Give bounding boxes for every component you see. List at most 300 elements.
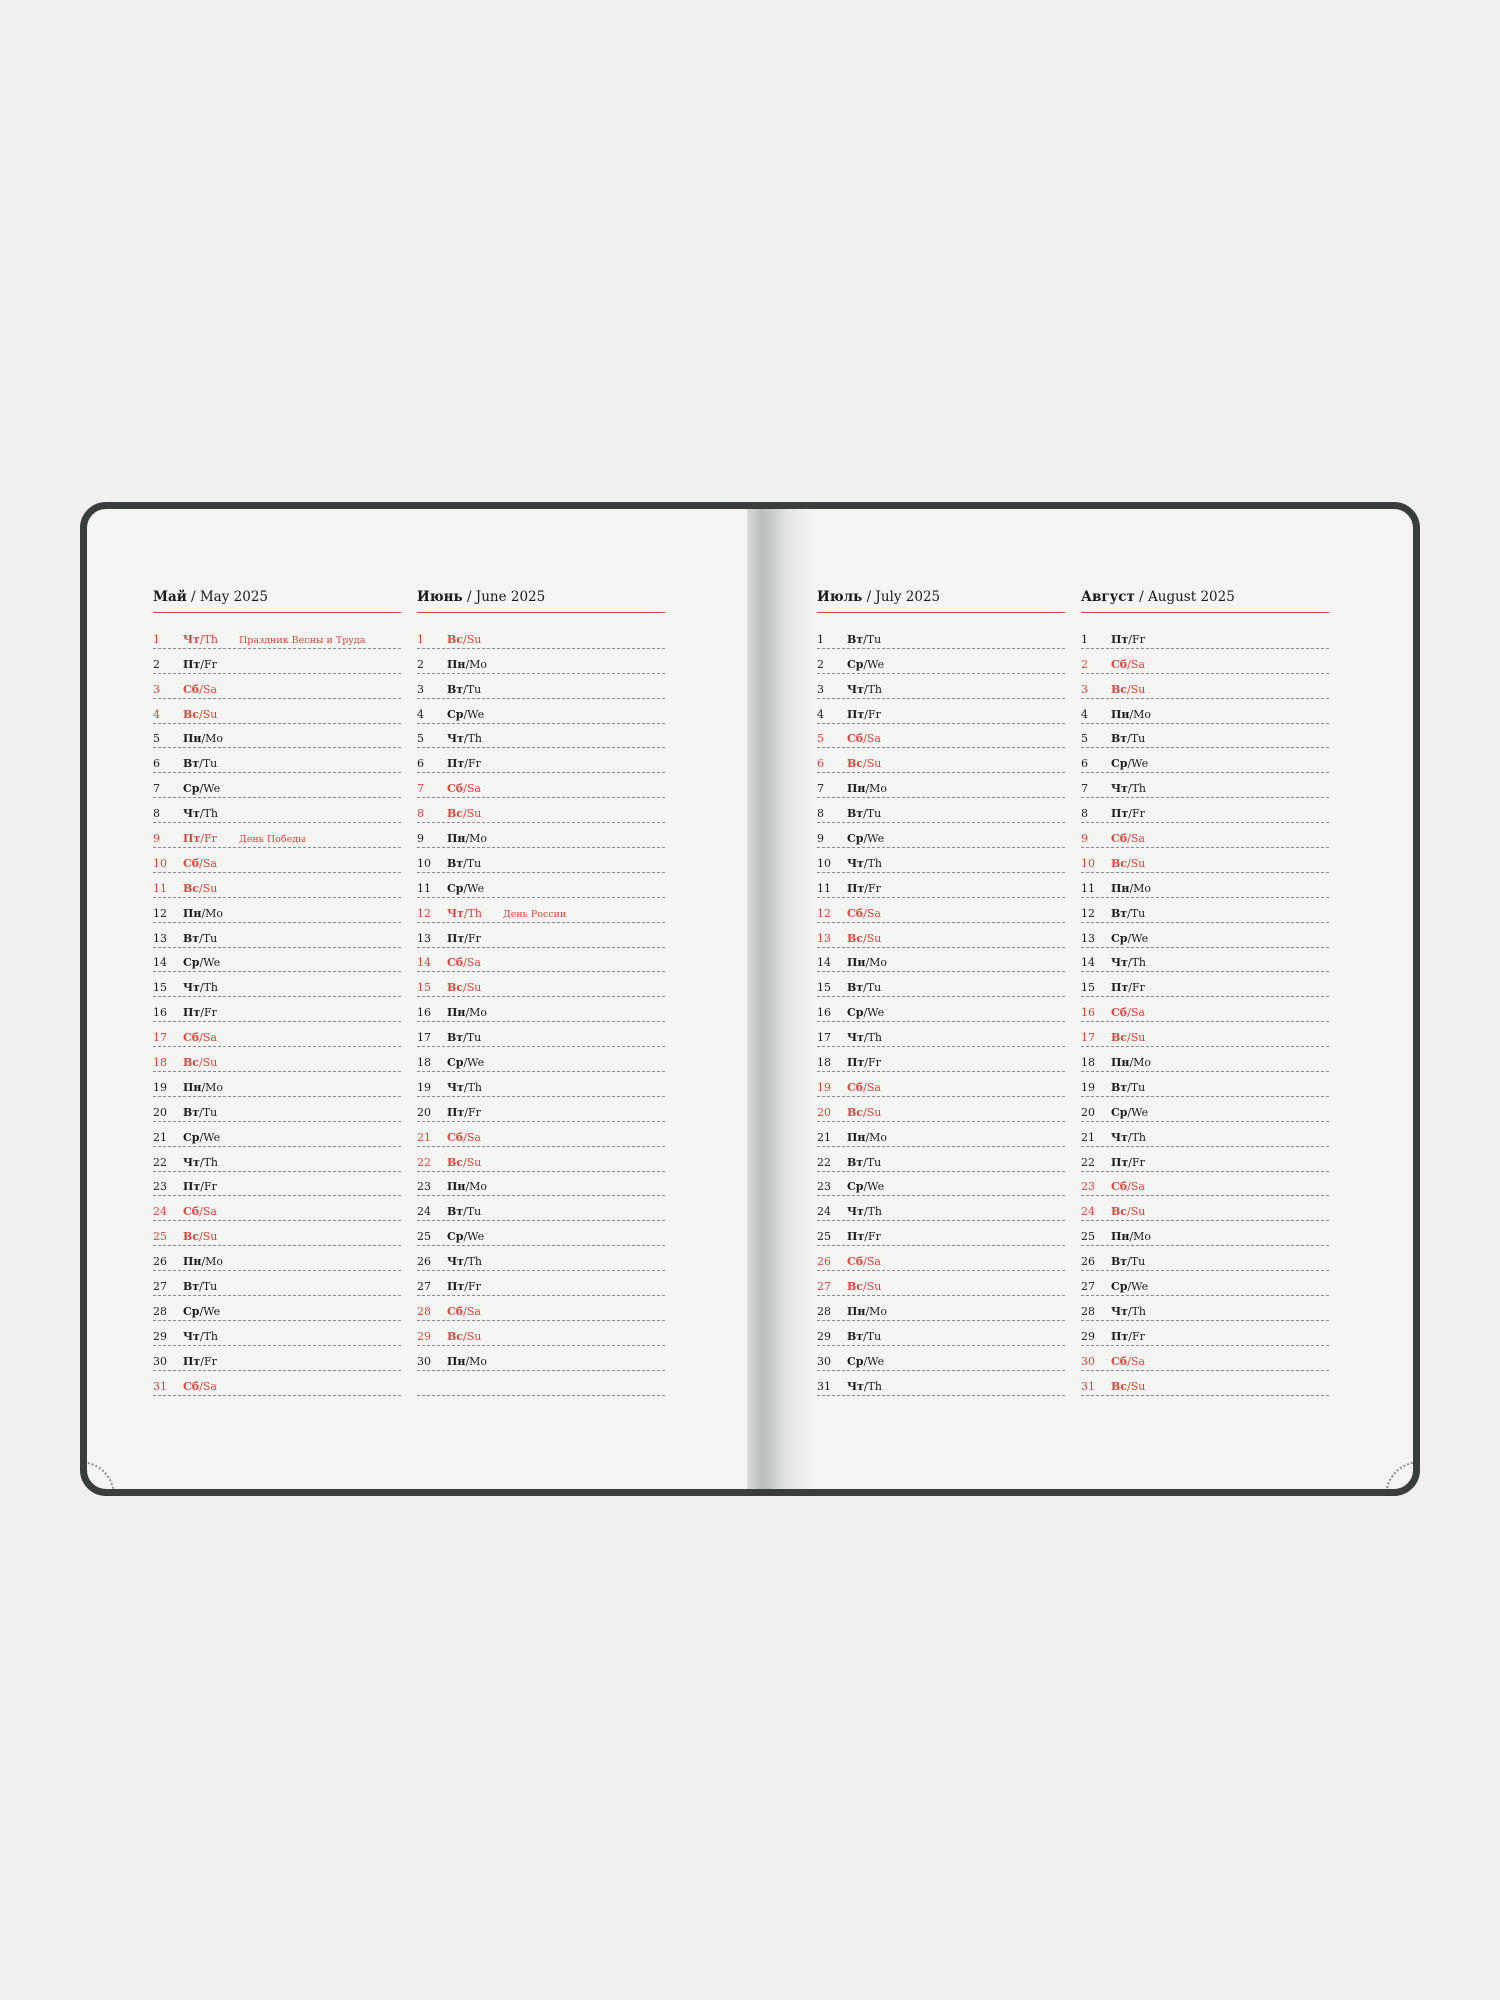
weekday xyxy=(183,807,239,820)
day-number: 24 xyxy=(153,1205,167,1219)
weekday-en: We xyxy=(467,881,485,895)
day-row[interactable] xyxy=(817,1246,1065,1271)
day-row[interactable] xyxy=(153,1196,401,1221)
weekday-en: Sa xyxy=(466,956,481,970)
weekday-en: Su xyxy=(466,981,482,995)
weekday-ru: Вс xyxy=(847,931,863,945)
weekday xyxy=(1111,658,1167,671)
weekday-separator: / xyxy=(864,1230,868,1244)
day-row[interactable] xyxy=(1081,923,1329,948)
day-row[interactable] xyxy=(817,898,1065,923)
weekday xyxy=(1111,1106,1167,1119)
weekday-en: Tu xyxy=(866,632,882,646)
day-row[interactable] xyxy=(1081,748,1329,773)
weekday-ru: Пт xyxy=(183,1180,201,1194)
day-row[interactable] xyxy=(817,923,1065,948)
day-row[interactable] xyxy=(817,948,1065,973)
weekday-en: Th xyxy=(467,1080,483,1094)
day-row[interactable] xyxy=(417,624,665,649)
weekday xyxy=(847,757,903,770)
day-row[interactable] xyxy=(153,1172,401,1197)
weekday-en: Fr xyxy=(203,1006,217,1020)
day-row[interactable] xyxy=(153,773,401,798)
weekday-separator: / xyxy=(199,632,204,646)
weekday-en: Fr xyxy=(1131,807,1145,821)
weekday-separator: / xyxy=(199,1329,204,1343)
weekday xyxy=(1111,1355,1167,1368)
weekday-ru: Вс xyxy=(447,1329,463,1343)
month-august xyxy=(1081,589,1329,1396)
day-row[interactable] xyxy=(417,724,665,749)
weekday-en: Sa xyxy=(202,682,217,696)
day-number: 15 xyxy=(1081,981,1095,995)
day-row[interactable] xyxy=(817,1221,1065,1246)
weekday xyxy=(447,1056,503,1069)
day-row[interactable] xyxy=(817,1147,1065,1172)
day-row[interactable] xyxy=(1081,873,1329,898)
day-row[interactable] xyxy=(153,848,401,873)
weekday xyxy=(847,932,903,945)
day-row[interactable] xyxy=(817,1122,1065,1147)
weekday-ru: Пн xyxy=(183,906,202,920)
month-name-ru: Август xyxy=(1081,589,1135,605)
weekday-separator: / xyxy=(463,1255,468,1269)
weekday-separator: / xyxy=(465,1180,470,1194)
weekday xyxy=(183,1156,239,1169)
day-row[interactable] xyxy=(817,823,1065,848)
day-row[interactable] xyxy=(417,1122,665,1147)
weekday xyxy=(1111,807,1167,820)
day-number: 16 xyxy=(417,1006,431,1020)
weekday-separator: / xyxy=(463,682,467,696)
weekday-separator: / xyxy=(1127,1105,1132,1119)
day-row[interactable] xyxy=(1081,1072,1329,1097)
day-number: 30 xyxy=(417,1354,431,1368)
day-row[interactable] xyxy=(1081,1221,1329,1246)
weekday-ru: Вт xyxy=(1111,906,1128,920)
weekday-separator: / xyxy=(463,1230,468,1244)
weekday-ru: Пт xyxy=(447,757,465,771)
weekday-en: Sa xyxy=(1130,1006,1145,1020)
day-row[interactable] xyxy=(153,997,401,1022)
day-row[interactable] xyxy=(817,1022,1065,1047)
day-row[interactable] xyxy=(153,1072,401,1097)
weekday-en: Sa xyxy=(202,1205,217,1219)
day-row[interactable] xyxy=(1081,674,1329,699)
day-row[interactable] xyxy=(417,823,665,848)
weekday-separator: / xyxy=(199,856,203,870)
weekday xyxy=(183,1056,239,1069)
weekday xyxy=(447,932,503,945)
day-row[interactable] xyxy=(817,1346,1065,1371)
day-row[interactable] xyxy=(1081,1271,1329,1296)
day-row[interactable] xyxy=(817,1097,1065,1122)
day-row[interactable] xyxy=(817,748,1065,773)
month-header xyxy=(417,589,665,613)
day-row[interactable] xyxy=(1081,848,1329,873)
weekday-ru: Ср xyxy=(847,1180,864,1194)
day-number: 9 xyxy=(153,832,160,846)
weekday-ru: Сб xyxy=(847,1255,864,1269)
day-row[interactable] xyxy=(1081,724,1329,749)
weekday xyxy=(183,1355,239,1368)
weekday xyxy=(447,1205,503,1218)
day-number: 9 xyxy=(817,832,824,846)
weekday-ru: Вс xyxy=(1111,1379,1127,1393)
day-row[interactable] xyxy=(417,848,665,873)
weekday-ru: Сб xyxy=(447,1130,464,1144)
weekday xyxy=(847,633,903,646)
weekday xyxy=(183,1330,239,1343)
day-row[interactable] xyxy=(1081,624,1329,649)
weekday xyxy=(1111,882,1167,895)
weekday xyxy=(1111,1230,1167,1243)
day-row[interactable] xyxy=(417,1196,665,1221)
day-number: 25 xyxy=(417,1230,431,1244)
weekday xyxy=(183,882,239,895)
weekday xyxy=(183,956,239,969)
day-number: 28 xyxy=(153,1304,167,1318)
day-row[interactable] xyxy=(1081,649,1329,674)
day-row[interactable] xyxy=(817,624,1065,649)
weekday-separator: / xyxy=(463,881,468,895)
weekday-en: Tu xyxy=(1130,1080,1146,1094)
weekday-en: Th xyxy=(203,1155,219,1169)
day-row[interactable] xyxy=(153,873,401,898)
weekday xyxy=(1111,1131,1167,1144)
day-number: 11 xyxy=(153,881,167,895)
weekday-en: Mo xyxy=(1133,707,1152,721)
weekday-separator: / xyxy=(200,832,204,846)
day-row[interactable] xyxy=(417,1172,665,1197)
day-row[interactable] xyxy=(817,1296,1065,1321)
weekday-en: Tu xyxy=(866,1329,882,1343)
day-row[interactable] xyxy=(817,997,1065,1022)
weekday-separator: / xyxy=(1127,1354,1131,1368)
weekday-ru: Вт xyxy=(447,682,464,696)
weekday-separator: / xyxy=(863,906,867,920)
day-number: 12 xyxy=(1081,906,1095,920)
day-row[interactable] xyxy=(1081,1371,1329,1396)
day-number: 5 xyxy=(153,732,160,746)
day-row[interactable] xyxy=(417,699,665,724)
weekday xyxy=(447,1081,503,1094)
weekday-en: Mo xyxy=(869,782,888,796)
weekday-ru: Вс xyxy=(447,807,463,821)
weekday xyxy=(847,1380,903,1393)
weekday-en: Su xyxy=(866,1105,882,1119)
day-row[interactable] xyxy=(1081,1346,1329,1371)
day-row[interactable] xyxy=(153,649,401,674)
weekday-ru: Чт xyxy=(1111,782,1128,796)
weekday-ru: Пн xyxy=(1111,881,1130,895)
weekday xyxy=(447,1031,503,1044)
weekday-separator: / xyxy=(863,1354,868,1368)
day-row[interactable] xyxy=(417,1022,665,1047)
day-number: 11 xyxy=(817,881,831,895)
weekday-ru: Чт xyxy=(183,632,200,646)
day-row[interactable] xyxy=(817,1047,1065,1072)
day-row[interactable] xyxy=(153,1296,401,1321)
weekday-separator: / xyxy=(464,757,468,771)
month-name-en: July 2025 xyxy=(875,589,941,605)
day-row[interactable] xyxy=(417,898,665,923)
weekday-separator: / xyxy=(463,732,468,746)
day-row[interactable] xyxy=(817,649,1065,674)
weekday xyxy=(1111,1305,1167,1318)
weekday-ru: Сб xyxy=(1111,832,1128,846)
day-row[interactable] xyxy=(153,923,401,948)
day-row[interactable] xyxy=(1081,1196,1329,1221)
day-number: 6 xyxy=(153,757,160,771)
weekday-separator: / xyxy=(465,832,470,846)
day-row[interactable] xyxy=(153,1321,401,1346)
weekday-ru: Вс xyxy=(183,707,199,721)
day-row[interactable] xyxy=(1081,948,1329,973)
weekday-ru: Чт xyxy=(183,807,200,821)
month-july xyxy=(817,589,1065,1396)
weekday-ru: Сб xyxy=(183,1379,200,1393)
day-row[interactable] xyxy=(153,699,401,724)
day-number: 5 xyxy=(1081,732,1088,746)
day-number: 12 xyxy=(153,906,167,920)
day-row[interactable] xyxy=(1081,773,1329,798)
weekday-separator: / xyxy=(864,1056,868,1070)
day-row[interactable] xyxy=(1081,1172,1329,1197)
day-row[interactable] xyxy=(153,1022,401,1047)
day-row[interactable] xyxy=(1081,1147,1329,1172)
weekday-en: Tu xyxy=(1130,732,1146,746)
day-row[interactable] xyxy=(1081,1022,1329,1047)
day-row[interactable] xyxy=(417,873,665,898)
day-row[interactable] xyxy=(417,1097,665,1122)
day-row[interactable] xyxy=(417,649,665,674)
day-row[interactable] xyxy=(417,1246,665,1271)
day-row[interactable] xyxy=(1081,1321,1329,1346)
weekday-ru: Вс xyxy=(183,1230,199,1244)
weekday-separator: / xyxy=(201,1080,206,1094)
day-row[interactable] xyxy=(817,1371,1065,1396)
day-row[interactable] xyxy=(417,1047,665,1072)
day-row[interactable] xyxy=(417,674,665,699)
weekday-en: Mo xyxy=(869,956,888,970)
day-number: 23 xyxy=(817,1180,831,1194)
weekday xyxy=(447,956,503,969)
weekday-ru: Чт xyxy=(447,1080,464,1094)
day-row[interactable] xyxy=(153,1122,401,1147)
weekday xyxy=(447,782,503,795)
day-number: 16 xyxy=(817,1006,831,1020)
weekday-ru: Пн xyxy=(1111,707,1130,721)
day-row[interactable] xyxy=(1081,1122,1329,1147)
month-header xyxy=(1081,589,1329,613)
day-row[interactable] xyxy=(417,923,665,948)
day-number: 3 xyxy=(1081,682,1088,696)
weekday xyxy=(447,683,503,696)
day-row[interactable] xyxy=(153,1246,401,1271)
day-row[interactable] xyxy=(1081,997,1329,1022)
weekday-ru: Пн xyxy=(1111,1056,1130,1070)
day-row[interactable] xyxy=(153,1047,401,1072)
day-row[interactable] xyxy=(817,1196,1065,1221)
weekday xyxy=(447,907,503,920)
weekday-en: We xyxy=(1131,1105,1149,1119)
day-number: 29 xyxy=(153,1329,167,1343)
weekday xyxy=(183,1205,239,1218)
day-row[interactable] xyxy=(417,1271,665,1296)
weekday-ru: Пт xyxy=(1111,981,1129,995)
weekday xyxy=(1111,832,1167,845)
weekday-ru: Пт xyxy=(1111,632,1129,646)
day-row[interactable] xyxy=(153,674,401,699)
weekday-en: Tu xyxy=(466,1205,482,1219)
day-row[interactable] xyxy=(417,948,665,973)
day-row[interactable] xyxy=(1081,1047,1329,1072)
month-name-en: August 2025 xyxy=(1148,589,1235,605)
day-row[interactable] xyxy=(817,1172,1065,1197)
day-row[interactable] xyxy=(153,1271,401,1296)
weekday-separator: / xyxy=(863,1155,867,1169)
weekday-en: Th xyxy=(1131,1130,1147,1144)
day-row[interactable] xyxy=(417,972,665,997)
day-row[interactable] xyxy=(817,873,1065,898)
day-row[interactable] xyxy=(153,624,401,649)
weekday-en: Sa xyxy=(866,1080,881,1094)
weekday-ru: Пт xyxy=(183,1006,201,1020)
day-row[interactable] xyxy=(1081,1296,1329,1321)
day-row[interactable] xyxy=(817,1321,1065,1346)
weekday-separator: / xyxy=(463,906,468,920)
weekday xyxy=(1111,732,1167,745)
day-row[interactable] xyxy=(1081,798,1329,823)
weekday-en: Th xyxy=(203,981,219,995)
day-row[interactable] xyxy=(417,1296,665,1321)
day-number: 4 xyxy=(417,707,424,721)
day-row[interactable] xyxy=(1081,823,1329,848)
weekday-separator: / xyxy=(865,956,870,970)
weekday-en: Su xyxy=(866,757,882,771)
weekday-en: Th xyxy=(867,682,883,696)
day-row[interactable] xyxy=(417,798,665,823)
day-row[interactable] xyxy=(417,1221,665,1246)
day-number: 27 xyxy=(417,1280,431,1294)
day-row[interactable] xyxy=(1081,898,1329,923)
day-row[interactable] xyxy=(417,748,665,773)
weekday xyxy=(1111,1380,1167,1393)
day-row[interactable] xyxy=(417,1346,665,1371)
day-row[interactable] xyxy=(817,773,1065,798)
weekday-ru: Вс xyxy=(183,1056,199,1070)
day-row[interactable] xyxy=(153,1147,401,1172)
day-row[interactable] xyxy=(153,748,401,773)
weekday-ru: Пт xyxy=(183,832,201,846)
weekday-ru: Сб xyxy=(183,682,200,696)
weekday-ru: Пт xyxy=(183,657,201,671)
day-row[interactable] xyxy=(417,773,665,798)
weekday xyxy=(183,732,239,745)
day-row[interactable] xyxy=(1081,1246,1329,1271)
day-row[interactable] xyxy=(1081,972,1329,997)
weekday-separator: / xyxy=(200,657,204,671)
weekday-separator: / xyxy=(200,1354,204,1368)
weekday-separator: / xyxy=(1127,906,1131,920)
weekday-separator: / xyxy=(1127,1080,1131,1094)
day-row[interactable] xyxy=(817,1271,1065,1296)
day-row[interactable] xyxy=(817,848,1065,873)
weekday-ru: Чт xyxy=(447,1255,464,1269)
weekday-ru: Пт xyxy=(847,707,865,721)
day-row[interactable] xyxy=(817,972,1065,997)
day-number: 27 xyxy=(153,1280,167,1294)
day-row[interactable] xyxy=(817,724,1065,749)
day-row[interactable] xyxy=(417,1321,665,1346)
weekday-separator: / xyxy=(863,1205,868,1219)
day-row[interactable] xyxy=(153,1371,401,1396)
weekday-separator: / xyxy=(863,1105,867,1119)
weekday xyxy=(447,1330,503,1343)
day-row[interactable] xyxy=(417,997,665,1022)
weekday-en: Tu xyxy=(866,807,882,821)
day-row[interactable] xyxy=(153,1221,401,1246)
day-row[interactable] xyxy=(817,798,1065,823)
weekday-en: Th xyxy=(203,632,219,646)
day-row[interactable] xyxy=(153,1097,401,1122)
day-row[interactable] xyxy=(1081,1097,1329,1122)
weekday-en: Sa xyxy=(202,1031,217,1045)
weekday-en: Mo xyxy=(1133,881,1152,895)
weekday-ru: Вт xyxy=(447,1031,464,1045)
day-row[interactable] xyxy=(817,699,1065,724)
weekday-ru: Вт xyxy=(847,981,864,995)
weekday xyxy=(447,1131,503,1144)
day-row[interactable] xyxy=(817,674,1065,699)
weekday-separator: / xyxy=(865,782,870,796)
weekday-ru: Чт xyxy=(447,906,464,920)
day-row[interactable] xyxy=(153,948,401,973)
weekday xyxy=(183,1006,239,1019)
day-number: 4 xyxy=(153,707,160,721)
day-row[interactable] xyxy=(417,1147,665,1172)
day-row[interactable] xyxy=(817,1072,1065,1097)
day-row[interactable] xyxy=(153,798,401,823)
weekday-ru: Чт xyxy=(1111,1130,1128,1144)
day-row[interactable] xyxy=(153,898,401,923)
day-row[interactable] xyxy=(153,724,401,749)
weekday-separator: / xyxy=(1128,807,1132,821)
weekday-en: We xyxy=(467,1230,485,1244)
weekday-en: Th xyxy=(467,906,483,920)
holiday-label: Праздник Весны и Труда xyxy=(239,634,366,646)
day-row[interactable] xyxy=(153,972,401,997)
day-row[interactable] xyxy=(153,1346,401,1371)
day-row[interactable] xyxy=(417,1072,665,1097)
weekday-ru: Вс xyxy=(1111,1031,1127,1045)
weekday xyxy=(847,832,903,845)
weekday-separator: / xyxy=(1127,1031,1131,1045)
day-number: 7 xyxy=(153,782,160,796)
weekday-separator: / xyxy=(1128,632,1132,646)
day-number: 14 xyxy=(153,956,167,970)
day-row[interactable] xyxy=(153,823,401,848)
weekday-ru: Сб xyxy=(1111,657,1128,671)
month-separator: / xyxy=(1134,589,1149,605)
weekday xyxy=(847,857,903,870)
day-row[interactable] xyxy=(1081,699,1329,724)
day-number: 13 xyxy=(1081,931,1095,945)
weekday xyxy=(183,1305,239,1318)
weekday-separator: / xyxy=(1127,1280,1132,1294)
month-separator: / xyxy=(862,589,876,605)
